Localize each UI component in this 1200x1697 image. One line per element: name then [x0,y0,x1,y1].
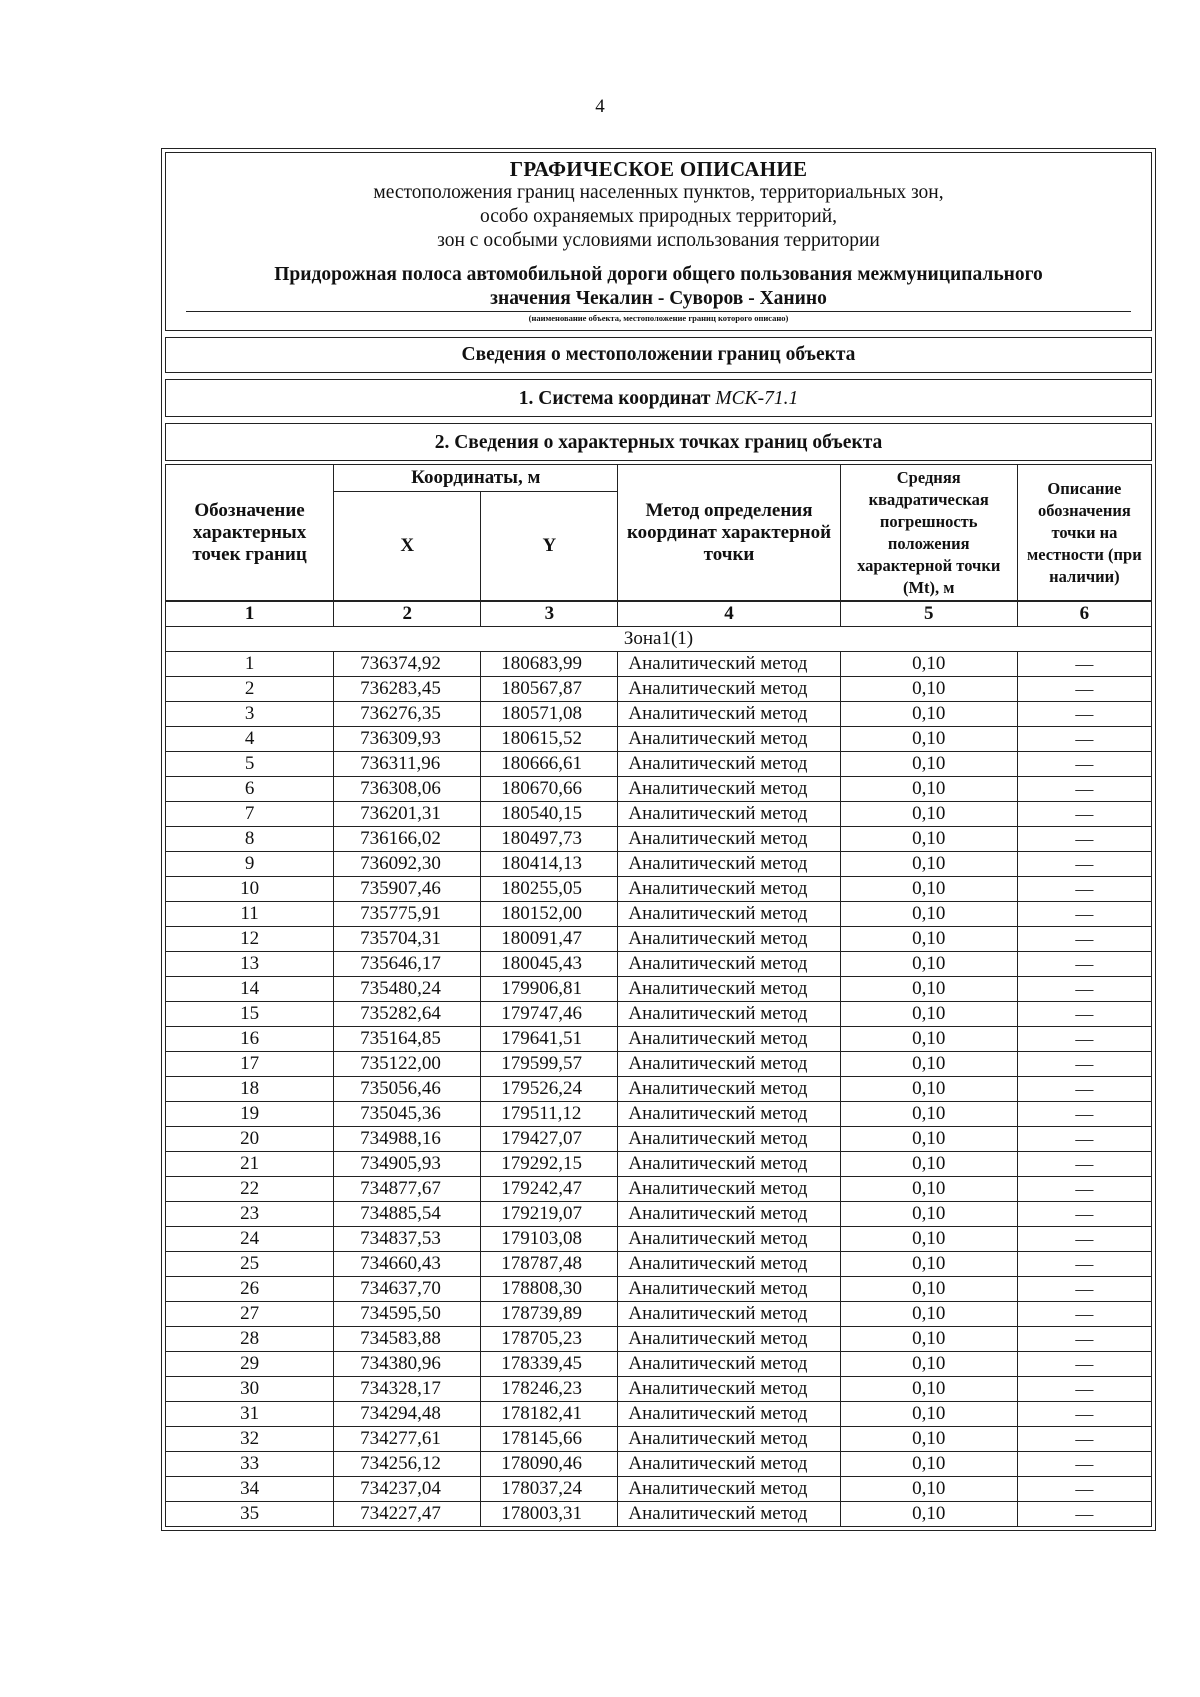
cell-coord-x: 734660,43 [334,1252,481,1277]
cell-mean-error: 0,10 [840,1427,1017,1452]
cell-mean-error: 0,10 [840,727,1017,752]
cell-point-number: 18 [166,1077,334,1102]
cell-mean-error: 0,10 [840,802,1017,827]
cell-coord-x: 736308,06 [334,777,481,802]
cell-method: Аналитический метод [618,752,840,777]
cell-method: Аналитический метод [618,777,840,802]
cell-description: — [1017,702,1151,727]
table-row [166,1052,1152,1077]
cell-coord-x: 735282,64 [334,1002,481,1027]
cell-mean-error: 0,10 [840,1027,1017,1052]
table-row [166,652,1152,677]
cell-coord-y: 180497,73 [481,827,618,852]
cell-point-number: 6 [166,777,334,802]
cell-point-number: 1 [166,652,334,677]
table-row [166,852,1152,877]
cell-coord-x: 734277,61 [334,1427,481,1452]
cell-coord-x: 736309,93 [334,727,481,752]
cell-description: — [1017,727,1151,752]
cell-method: Аналитический метод [618,827,840,852]
cell-coord-x: 735164,85 [334,1027,481,1052]
cell-coord-x: 736201,31 [334,802,481,827]
coordinates-table [165,464,1152,1527]
table-row [166,1027,1152,1052]
cell-coord-x: 735122,00 [334,1052,481,1077]
col-number-6: 6 [1017,601,1151,627]
cell-mean-error: 0,10 [840,652,1017,677]
cell-coord-y: 178808,30 [481,1277,618,1302]
cell-point-number: 4 [166,727,334,752]
coordinate-system-name: МСК-71.1 [715,388,799,409]
cell-coord-y: 179641,51 [481,1027,618,1052]
cell-point-number: 15 [166,1002,334,1027]
cell-method: Аналитический метод [618,952,840,977]
cell-mean-error: 0,10 [840,1202,1017,1227]
cell-coord-x: 736283,45 [334,677,481,702]
cell-method: Аналитический метод [618,1352,840,1377]
cell-coord-y: 179747,46 [481,1002,618,1027]
cell-coord-y: 179427,07 [481,1127,618,1152]
subtitle-line-3: зон с особыми условиями использования территории [437,230,880,251]
cell-coord-x: 735907,46 [334,877,481,902]
cell-coord-y: 179526,24 [481,1077,618,1102]
cell-coord-y: 179599,57 [481,1052,618,1077]
table-row [166,977,1152,1002]
cell-method: Аналитический метод [618,1327,840,1352]
cell-description: — [1017,1502,1151,1527]
cell-method: Аналитический метод [618,1402,840,1427]
cell-mean-error: 0,10 [840,877,1017,902]
cell-coord-x: 735704,31 [334,927,481,952]
cell-description: — [1017,802,1151,827]
table-row [166,802,1152,827]
header-mean-error: Средняя квадратическая погрешность положения характерной точки (Mt), м [840,465,1017,602]
cell-coord-y: 178339,45 [481,1352,618,1377]
cell-coord-y: 178145,66 [481,1427,618,1452]
table-row [166,677,1152,702]
cell-mean-error: 0,10 [840,1002,1017,1027]
table-row [166,952,1152,977]
cell-description: — [1017,1077,1151,1102]
cell-coord-y: 180571,08 [481,702,618,727]
cell-coord-x: 734837,53 [334,1227,481,1252]
cell-coord-x: 734294,48 [334,1402,481,1427]
cell-description: — [1017,1102,1151,1127]
cell-coord-y: 180152,00 [481,902,618,927]
cell-coord-y: 178739,89 [481,1302,618,1327]
cell-coord-x: 736092,30 [334,852,481,877]
cell-method: Аналитический метод [618,877,840,902]
cell-method: Аналитический метод [618,1127,840,1152]
cell-coord-x: 734637,70 [334,1277,481,1302]
table-row [166,877,1152,902]
cell-description: — [1017,652,1151,677]
cell-description: — [1017,1402,1151,1427]
cell-mean-error: 0,10 [840,952,1017,977]
cell-description: — [1017,877,1151,902]
cell-description: — [1017,1452,1151,1477]
cell-point-number: 21 [166,1152,334,1177]
table-row [166,1002,1152,1027]
cell-coord-x: 735056,46 [334,1077,481,1102]
coordinate-system-prefix: 1. Система координат [518,388,716,409]
cell-point-number: 34 [166,1477,334,1502]
cell-point-number: 14 [166,977,334,1002]
table-row [166,752,1152,777]
cell-point-number: 22 [166,1177,334,1202]
cell-method: Аналитический метод [618,1177,840,1202]
cell-point-number: 27 [166,1302,334,1327]
header-block [165,152,1152,331]
cell-description: — [1017,1252,1151,1277]
cell-coord-y: 180091,47 [481,927,618,952]
zone-label: Зона1(1) [166,627,1152,652]
cell-coord-x: 734256,12 [334,1452,481,1477]
cell-mean-error: 0,10 [840,1502,1017,1527]
cell-point-number: 20 [166,1127,334,1152]
cell-method: Аналитический метод [618,1427,840,1452]
cell-coord-y: 179103,08 [481,1227,618,1252]
cell-description: — [1017,827,1151,852]
cell-method: Аналитический метод [618,1027,840,1052]
header-x: X [334,492,481,602]
cell-coord-y: 180255,05 [481,877,618,902]
cell-coord-x: 734595,50 [334,1302,481,1327]
col-number-2: 2 [334,601,481,627]
cell-point-number: 28 [166,1327,334,1352]
cell-coord-x: 734328,17 [334,1377,481,1402]
table-row [166,1327,1152,1352]
cell-coord-y: 178246,23 [481,1377,618,1402]
cell-coord-x: 734227,47 [334,1502,481,1527]
cell-description: — [1017,1202,1151,1227]
table-row [166,1402,1152,1427]
col-number-4: 4 [618,601,840,627]
table-row [166,827,1152,852]
cell-coord-x: 734885,54 [334,1202,481,1227]
cell-description: — [1017,1177,1151,1202]
section-boundaries-info: Сведения о местоположении границ объекта [165,337,1152,373]
cell-point-number: 24 [166,1227,334,1252]
cell-method: Аналитический метод [618,702,840,727]
document-title: ГРАФИЧЕСКОЕ ОПИСАНИЕ [509,157,808,181]
section-characteristic-points: 2. Сведения о характерных точках границ объекта [165,423,1152,461]
cell-method: Аналитический метод [618,1227,840,1252]
cell-mean-error: 0,10 [840,1152,1017,1177]
cell-coord-y: 180045,43 [481,952,618,977]
table-row [166,1152,1152,1177]
table-row [166,1227,1152,1252]
cell-point-number: 33 [166,1452,334,1477]
cell-description: — [1017,1302,1151,1327]
table-row [166,1202,1152,1227]
cell-method: Аналитический метод [618,727,840,752]
cell-mean-error: 0,10 [840,1327,1017,1352]
cell-point-number: 31 [166,1402,334,1427]
cell-method: Аналитический метод [618,1452,840,1477]
table-row [166,1477,1152,1502]
cell-method: Аналитический метод [618,1277,840,1302]
cell-coord-x: 734877,67 [334,1177,481,1202]
cell-coord-y: 178003,31 [481,1502,618,1527]
col-number-5: 5 [840,601,1017,627]
table-row [166,1177,1152,1202]
cell-coord-x: 734905,93 [334,1152,481,1177]
subtitle-line-2: особо охраняемых природных территорий, [480,206,837,227]
cell-mean-error: 0,10 [840,1302,1017,1327]
cell-coord-y: 180414,13 [481,852,618,877]
cell-mean-error: 0,10 [840,902,1017,927]
table-row [166,1077,1152,1102]
cell-mean-error: 0,10 [840,1052,1017,1077]
cell-point-number: 10 [166,877,334,902]
cell-method: Аналитический метод [618,1102,840,1127]
cell-coord-y: 179292,15 [481,1152,618,1177]
table-row [166,1102,1152,1127]
page-number: 4 [595,96,605,117]
cell-description: — [1017,1352,1151,1377]
cell-mean-error: 0,10 [840,752,1017,777]
cell-method: Аналитический метод [618,1152,840,1177]
cell-coord-x: 734237,04 [334,1477,481,1502]
cell-point-number: 9 [166,852,334,877]
cell-point-number: 25 [166,1252,334,1277]
cell-method: Аналитический метод [618,1377,840,1402]
cell-point-number: 30 [166,1377,334,1402]
cell-description: — [1017,777,1151,802]
cell-coord-y: 180683,99 [481,652,618,677]
cell-coord-x: 736276,35 [334,702,481,727]
cell-coord-y: 178090,46 [481,1452,618,1477]
table-row [166,1127,1152,1152]
cell-method: Аналитический метод [618,1252,840,1277]
cell-description: — [1017,927,1151,952]
cell-coord-x: 735045,36 [334,1102,481,1127]
cell-point-number: 29 [166,1352,334,1377]
cell-mean-error: 0,10 [840,1352,1017,1377]
cell-method: Аналитический метод [618,852,840,877]
cell-coord-x: 734583,88 [334,1327,481,1352]
cell-point-number: 11 [166,902,334,927]
cell-coord-x: 736166,02 [334,827,481,852]
cell-point-number: 16 [166,1027,334,1052]
cell-method: Аналитический метод [618,1052,840,1077]
cell-description: — [1017,677,1151,702]
cell-mean-error: 0,10 [840,1127,1017,1152]
cell-mean-error: 0,10 [840,1252,1017,1277]
cell-coord-x: 735646,17 [334,952,481,977]
cell-coord-y: 179511,12 [481,1102,618,1127]
cell-method: Аналитический метод [618,677,840,702]
table-row [166,1302,1152,1327]
cell-coord-y: 178037,24 [481,1477,618,1502]
cell-point-number: 26 [166,1277,334,1302]
cell-mean-error: 0,10 [840,1452,1017,1477]
cell-point-number: 35 [166,1502,334,1527]
cell-mean-error: 0,10 [840,1177,1017,1202]
cell-method: Аналитический метод [618,1077,840,1102]
subtitle-line-1: местоположения границ населенных пунктов, территориальных зон, [373,182,944,203]
cell-mean-error: 0,10 [840,1102,1017,1127]
cell-method: Аналитический метод [618,1202,840,1227]
table-row [166,1427,1152,1452]
cell-coord-x: 735480,24 [334,977,481,1002]
header-y: Y [481,492,618,602]
cell-mean-error: 0,10 [840,1402,1017,1427]
table-row [166,1252,1152,1277]
cell-description: — [1017,952,1151,977]
cell-description: — [1017,1002,1151,1027]
cell-description: — [1017,1377,1151,1402]
table-row [166,1277,1152,1302]
cell-point-number: 17 [166,1052,334,1077]
cell-point-number: 5 [166,752,334,777]
cell-point-number: 7 [166,802,334,827]
cell-point-number: 19 [166,1102,334,1127]
cell-coord-y: 180615,52 [481,727,618,752]
cell-coord-y: 178182,41 [481,1402,618,1427]
cell-coord-y: 178787,48 [481,1252,618,1277]
cell-method: Аналитический метод [618,1002,840,1027]
cell-mean-error: 0,10 [840,1377,1017,1402]
col-number-3: 3 [481,601,618,627]
cell-method: Аналитический метод [618,977,840,1002]
cell-point-number: 12 [166,927,334,952]
cell-point-number: 13 [166,952,334,977]
cell-method: Аналитический метод [618,927,840,952]
cell-method: Аналитический метод [618,1502,840,1527]
cell-coord-y: 180567,87 [481,677,618,702]
cell-description: — [1017,1477,1151,1502]
cell-mean-error: 0,10 [840,827,1017,852]
cell-method: Аналитический метод [618,902,840,927]
table-row [166,777,1152,802]
header-method: Метод определения координат характерной точки [618,465,840,602]
cell-coord-y: 180670,66 [481,777,618,802]
cell-mean-error: 0,10 [840,702,1017,727]
cell-description: — [1017,1027,1151,1052]
cell-method: Аналитический метод [618,1302,840,1327]
header-coordinates: Координаты, м [334,465,618,492]
cell-point-number: 3 [166,702,334,727]
cell-description: — [1017,1427,1151,1452]
cell-description: — [1017,1277,1151,1302]
cell-coord-x: 736374,92 [334,652,481,677]
object-name-line-2: значения Чекалин - Суворов - Ханино [490,288,827,309]
table-row [166,902,1152,927]
header-description: Описание обозначения точки на местности (при наличии) [1017,465,1151,602]
section-coordinate-system [165,379,1152,417]
cell-description: — [1017,752,1151,777]
table-row [166,727,1152,752]
table-row [166,1502,1152,1527]
cell-method: Аналитический метод [618,802,840,827]
col-number-1: 1 [166,601,334,627]
cell-coord-y: 179219,07 [481,1202,618,1227]
header-point-designation: Обозначение характерных точек границ [166,465,334,602]
cell-coord-y: 180540,15 [481,802,618,827]
cell-point-number: 23 [166,1202,334,1227]
cell-coord-y: 178705,23 [481,1327,618,1352]
object-name-line-1: Придорожная полоса автомобильной дороги общего пользования межмуниципального [274,264,1043,285]
cell-mean-error: 0,10 [840,1077,1017,1102]
cell-coord-y: 179906,81 [481,977,618,1002]
object-name-note: (наименование объекта, местоположение границ которого описано) [528,313,789,323]
cell-description: — [1017,852,1151,877]
cell-method: Аналитический метод [618,652,840,677]
cell-description: — [1017,1052,1151,1077]
cell-point-number: 2 [166,677,334,702]
table-row [166,1352,1152,1377]
cell-coord-x: 736311,96 [334,752,481,777]
cell-mean-error: 0,10 [840,1227,1017,1252]
cell-mean-error: 0,10 [840,977,1017,1002]
cell-mean-error: 0,10 [840,1477,1017,1502]
cell-mean-error: 0,10 [840,1277,1017,1302]
table-row [166,702,1152,727]
cell-mean-error: 0,10 [840,852,1017,877]
cell-coord-x: 734988,16 [334,1127,481,1152]
table-row [166,927,1152,952]
cell-mean-error: 0,10 [840,777,1017,802]
cell-description: — [1017,1127,1151,1152]
cell-point-number: 8 [166,827,334,852]
cell-method: Аналитический метод [618,1477,840,1502]
cell-mean-error: 0,10 [840,927,1017,952]
cell-coord-y: 180666,61 [481,752,618,777]
cell-description: — [1017,1327,1151,1352]
cell-point-number: 32 [166,1427,334,1452]
cell-coord-x: 734380,96 [334,1352,481,1377]
cell-description: — [1017,1227,1151,1252]
cell-description: — [1017,977,1151,1002]
cell-mean-error: 0,10 [840,677,1017,702]
cell-description: — [1017,902,1151,927]
cell-coord-x: 735775,91 [334,902,481,927]
document-frame [161,148,1156,1531]
table-row [166,1452,1152,1477]
cell-description: — [1017,1152,1151,1177]
table-row [166,1377,1152,1402]
cell-coord-y: 179242,47 [481,1177,618,1202]
